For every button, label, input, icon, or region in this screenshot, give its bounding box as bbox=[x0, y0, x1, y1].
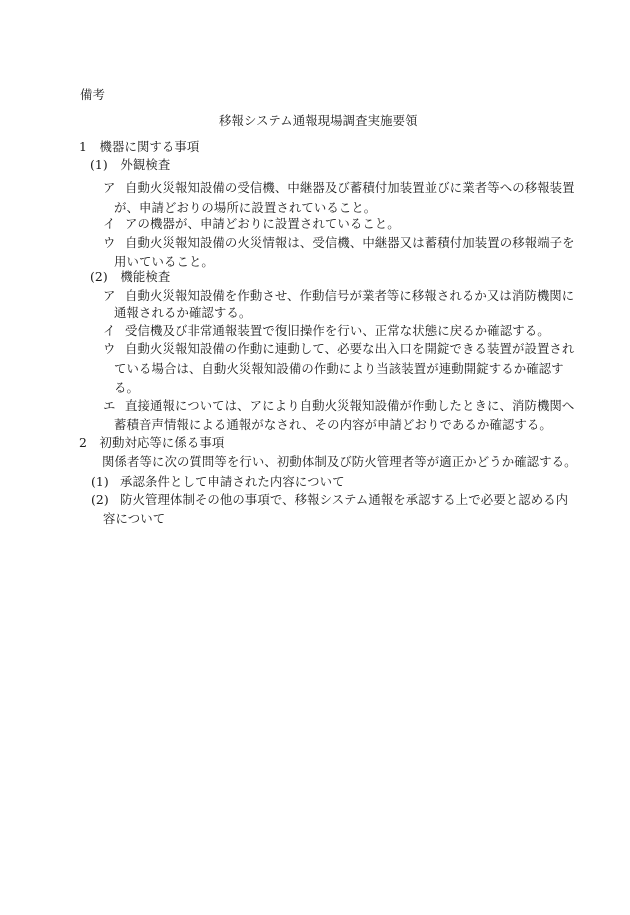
item-2-2-line-1: 防火管理体制その他の事項で、移報システム通報を承認する上で必要と認める内 bbox=[120, 492, 569, 507]
item-2-1-line-1: 承認条件として申請された内容について bbox=[120, 474, 345, 489]
section-2-intro: 関係者等に次の質問等を行い、初動体制及び防火管理者等が適正かどうか確認する。 bbox=[102, 454, 577, 469]
item-1-2-c-line-3: る。 bbox=[114, 380, 139, 395]
remarks-label: 備考 bbox=[80, 87, 105, 102]
section-2-heading: 2 初動対応等に係る事項 bbox=[79, 435, 225, 450]
item-1-1-b-line-1: アの機器が、申請どおりに設置されていること。 bbox=[125, 216, 400, 231]
item-1-2-a-marker: ア bbox=[103, 288, 116, 303]
item-2-2-line-2: 容について bbox=[103, 511, 166, 526]
item-1-2-d-marker: エ bbox=[103, 398, 116, 413]
document-title: 移報システム通報現場調査実施要領 bbox=[219, 113, 418, 128]
subsection-1-1-heading: (1) 外観検査 bbox=[90, 157, 171, 172]
item-1-1-b-marker: イ bbox=[103, 216, 116, 231]
item-1-1-a-line-2: が、申請どおりの場所に設置されていること。 bbox=[114, 200, 377, 215]
item-1-2-a-line-2: 通報されるか確認する。 bbox=[114, 305, 252, 320]
item-1-2-c-line-2: ている場合は、自動火災報知設備の作動により当該装置が連動開錠するか確認す bbox=[114, 361, 564, 376]
section-1-heading: 1 機器に関する事項 bbox=[79, 139, 200, 154]
item-1-2-d-line-2: 蓄積音声情報による通報がなされ、その内容が申請どおりであるか確認する。 bbox=[114, 417, 552, 432]
item-1-2-b-marker: イ bbox=[103, 323, 116, 338]
item-1-2-c-line-1: 自動火災報知設備の作動に連動して、必要な出入口を開錠できる装置が設置され bbox=[125, 341, 575, 356]
subsection-1-2-heading: (2) 機能検査 bbox=[90, 269, 171, 284]
item-1-1-a-line-1: 自動火災報知設備の受信機、中継器及び蓄積付加装置並びに業者等への移報装置 bbox=[125, 180, 575, 195]
item-1-2-b-line-1: 受信機及び非常通報装置で復旧操作を行い、正常な状態に戻るか確認する。 bbox=[125, 323, 550, 338]
item-2-2-marker: (2) bbox=[91, 492, 109, 507]
item-1-1-c-marker: ウ bbox=[103, 235, 116, 250]
item-1-1-c-line-1: 自動火災報知設備の火災情報は、受信機、中継器又は蓄積付加装置の移報端子を bbox=[125, 235, 575, 250]
item-1-2-a-line-1: 自動火災報知設備を作動させ、作動信号が業者等に移報されるか又は消防機関に bbox=[125, 288, 575, 303]
item-1-1-a-marker: ア bbox=[103, 180, 116, 195]
item-1-2-c-marker: ウ bbox=[103, 341, 116, 356]
item-1-1-c-line-2: 用いていること。 bbox=[114, 254, 214, 269]
item-2-1-marker: (1) bbox=[91, 474, 109, 489]
item-1-2-d-line-1: 直接通報については、アにより自動火災報知設備が作動したときに、消防機関へ bbox=[125, 398, 575, 413]
